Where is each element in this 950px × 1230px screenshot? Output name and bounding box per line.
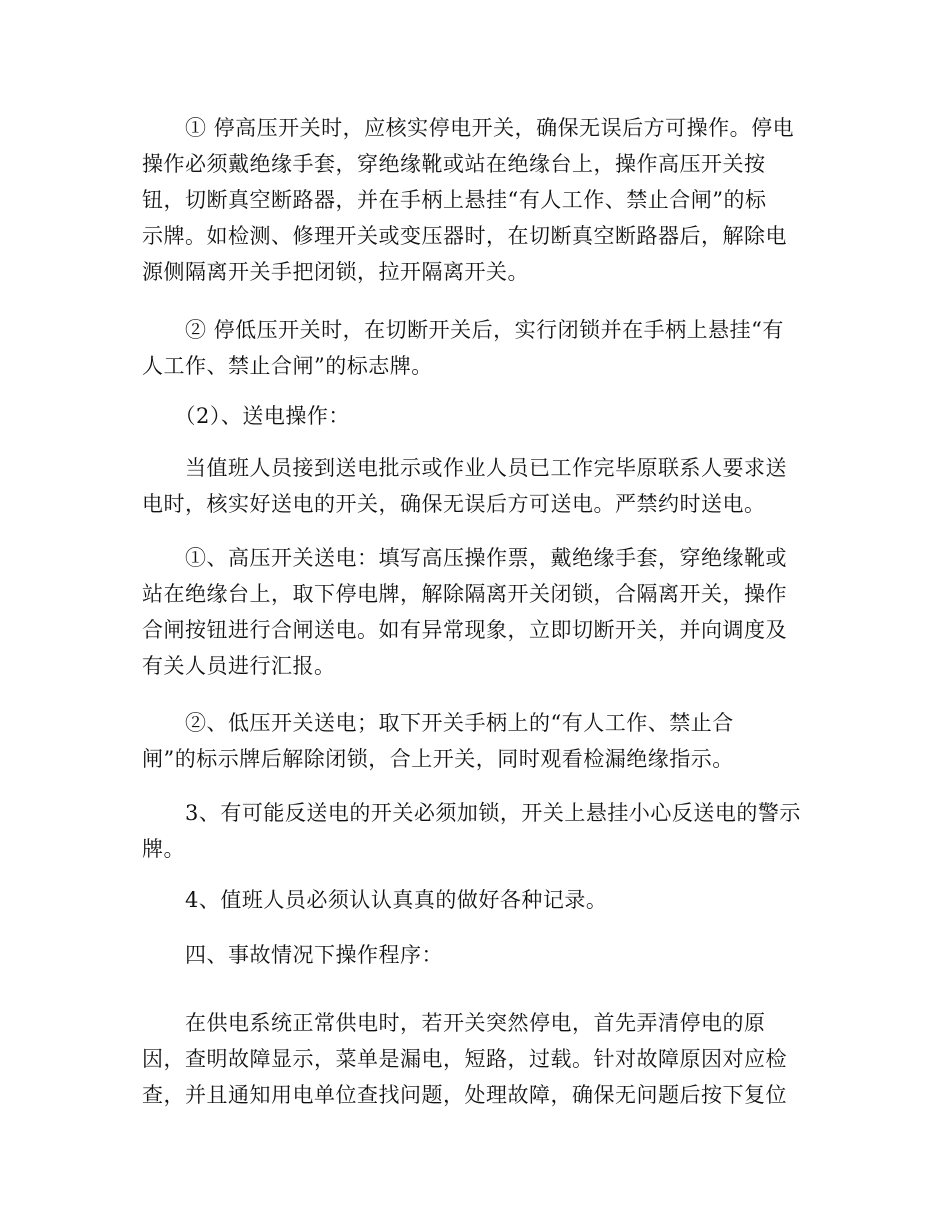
- text-line: 站在绝缘台上，取下停电牌，解除隔离开关闭锁，合隔离开关，操作: [142, 582, 787, 606]
- text-line: 示牌。如检测、修理开关或变压器时，在切断真空断路器后，解除电: [142, 224, 787, 248]
- text-line: ① 停高压开关时，应核实停电开关，确保无误后方可操作。停电: [142, 116, 795, 140]
- text-line: 合闸按钮进行合闸送电。如有异常现象，立即切断开关，并向调度及: [142, 618, 787, 642]
- text-line: 闸”的标示牌后解除闭锁，合上开关，同时观看检漏绝缘指示。: [142, 747, 734, 771]
- paragraph-stop-low-voltage: [142, 312, 810, 384]
- text-line: ②、低压开关送电；取下开关手柄上的“有人工作、禁止合: [142, 711, 734, 735]
- text-line: 查，并且通知用电单位查找问题，处理故障，确保无问题后按下复位: [142, 1083, 787, 1107]
- text-line: 3、有可能反送电的开关必须加锁，开关上悬挂小心反送电的警示: [142, 801, 801, 825]
- text-line: 操作必须戴绝缘手套，穿绝缘靴或站在绝缘台上，操作高压开关按: [142, 152, 766, 176]
- text-line: ② 停低压开关时，在切断开关后，实行闭锁并在手柄上悬挂“有: [142, 318, 784, 342]
- text-line: 因，查明故障显示，菜单是漏电，短路，过载。针对故障原因对应检: [142, 1047, 787, 1071]
- section-heading-power-on: [142, 398, 810, 434]
- text-line: （2）、送电操作：: [142, 404, 350, 428]
- text-line: 源侧隔离开关手把闭锁，拉开隔离开关。: [142, 260, 529, 284]
- paragraph-stop-high-voltage: [142, 110, 810, 290]
- paragraph-low-voltage-on: [142, 705, 810, 777]
- text-line: 当值班人员接到送电批示或作业人员已工作完毕原联系人要求送: [142, 456, 787, 480]
- text-line: 在供电系统正常供电时，若开关突然停电，首先弄清停电的原: [142, 1011, 766, 1035]
- text-line: 四、事故情况下操作程序：: [142, 943, 443, 967]
- text-line: 电时，核实好送电的开关，确保无误后方可送电。严禁约时送电。: [142, 492, 766, 516]
- section-heading-accident-procedure: [142, 937, 810, 973]
- text-line: 钮，切断真空断路器，并在手柄上悬挂“有人工作、禁止合闸”的标: [142, 188, 767, 212]
- text-line: 有关人员进行汇报。: [142, 654, 336, 678]
- paragraph-records: [142, 882, 810, 918]
- text-line: 人工作、禁止合闸”的标志牌。: [142, 354, 433, 378]
- paragraph-accident-procedure: [142, 1005, 810, 1113]
- paragraph-power-on-intro: [142, 450, 810, 522]
- text-line: 4、值班人员必须认认真真的做好各种记录。: [142, 888, 608, 912]
- text-line: ①、高压开关送电：填写高压操作票，戴绝缘手套，穿绝缘靴或: [142, 546, 787, 570]
- paragraph-high-voltage-on: [142, 540, 810, 684]
- paragraph-reverse-feed-lock: [142, 795, 810, 867]
- text-line: 牌。: [142, 837, 185, 861]
